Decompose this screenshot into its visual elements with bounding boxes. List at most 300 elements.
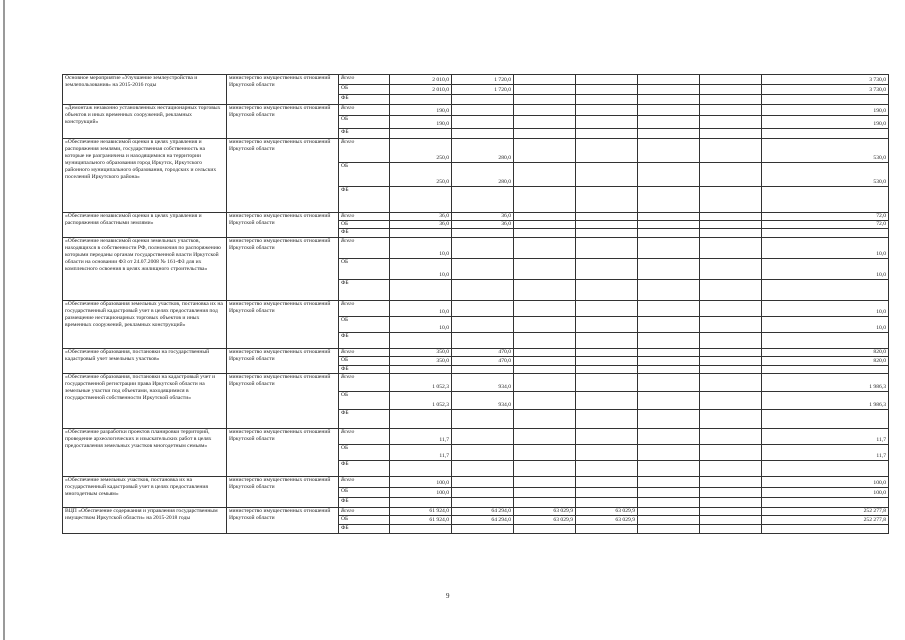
- year-value-cell: [390, 366, 452, 374]
- year-value-cell: [452, 187, 514, 213]
- total-cell: 3 730,0: [762, 85, 889, 95]
- year-value-cell: [638, 129, 700, 139]
- year-value-cell: [700, 229, 762, 238]
- year-value-cell: [700, 349, 762, 357]
- year-value-cell: [700, 477, 762, 488]
- table-body: [63, 75, 889, 534]
- year-value-cell: [452, 116, 514, 129]
- year-value-cell: [452, 461, 514, 477]
- year-value-cell: [638, 461, 700, 477]
- total-cell: [762, 461, 889, 477]
- year-value-cell: 250,0: [390, 163, 452, 187]
- total-cell: 1 986,3: [762, 392, 889, 410]
- year-value-cell: [700, 488, 762, 498]
- total-cell: [762, 95, 889, 105]
- activity-name-cell: «Обеспечение земельных участков, постановка их на государственный кадастровый учет в целях предоставления многодетным семьям»: [63, 477, 227, 508]
- year-value-cell: 63 029,9: [514, 508, 576, 516]
- year-value-cell: [700, 498, 762, 508]
- year-value-cell: [576, 221, 638, 229]
- year-value-cell: [390, 187, 452, 213]
- year-value-cell: [700, 85, 762, 95]
- year-value-cell: [638, 477, 700, 488]
- year-value-cell: [390, 95, 452, 105]
- year-value-cell: [576, 445, 638, 461]
- total-cell: 10,0: [762, 259, 889, 280]
- year-value-cell: 11,7: [390, 445, 452, 461]
- year-value-cell: [514, 349, 576, 357]
- year-value-cell: 64 294,0: [452, 516, 514, 525]
- year-value-cell: [638, 374, 700, 392]
- funding-source-cell: ОБ: [339, 163, 390, 187]
- table-row: [63, 374, 889, 392]
- year-value-cell: [514, 163, 576, 187]
- year-value-cell: [576, 349, 638, 357]
- year-value-cell: [700, 163, 762, 187]
- year-value-cell: [514, 280, 576, 301]
- year-value-cell: [638, 238, 700, 259]
- table-row: [63, 301, 889, 317]
- funding-source-cell: ФБ: [339, 129, 390, 139]
- year-value-cell: 63 029,9: [576, 516, 638, 525]
- year-value-cell: [638, 357, 700, 366]
- year-value-cell: 190,0: [390, 105, 452, 116]
- total-cell: 11,7: [762, 429, 889, 445]
- year-value-cell: [638, 516, 700, 525]
- table-row: [63, 477, 889, 488]
- year-value-cell: [700, 139, 762, 163]
- activity-name-cell: Основное мероприятие «Улучшение землеустройства и землепользования» на 2015-2016 годы: [63, 75, 227, 105]
- year-value-cell: [452, 525, 514, 534]
- year-value-cell: 350,0: [390, 349, 452, 357]
- year-value-cell: [514, 301, 576, 317]
- year-value-cell: [514, 116, 576, 129]
- year-value-cell: [514, 392, 576, 410]
- year-value-cell: 63 029,9: [514, 516, 576, 525]
- year-value-cell: 10,0: [390, 301, 452, 317]
- executor-cell: министерство имущественных отношений Иркутской области: [227, 213, 339, 238]
- year-value-cell: [514, 259, 576, 280]
- total-cell: 1 986,3: [762, 374, 889, 392]
- year-value-cell: 64 294,0: [452, 508, 514, 516]
- total-cell: 530,0: [762, 163, 889, 187]
- year-value-cell: [638, 429, 700, 445]
- table-row: [63, 139, 889, 163]
- year-value-cell: [700, 516, 762, 525]
- year-value-cell: [638, 259, 700, 280]
- total-cell: 3 730,0: [762, 75, 889, 85]
- year-value-cell: [514, 366, 576, 374]
- year-value-cell: 1 720,0: [452, 75, 514, 85]
- year-value-cell: [700, 75, 762, 85]
- year-value-cell: [390, 129, 452, 139]
- year-value-cell: [514, 213, 576, 221]
- year-value-cell: 10,0: [390, 259, 452, 280]
- year-value-cell: [700, 392, 762, 410]
- table-row: [63, 429, 889, 445]
- year-value-cell: [514, 187, 576, 213]
- activity-name-cell: «Обеспечение образования, постановки на кадастровый учет и государственной регистрации права Иркутской области на земельные участки под объектами, находящимися в государственной собственности Иркутской области»: [63, 374, 227, 429]
- funding-source-cell: ОБ: [339, 516, 390, 525]
- year-value-cell: [576, 163, 638, 187]
- year-value-cell: 10,0: [390, 317, 452, 333]
- total-cell: 10,0: [762, 301, 889, 317]
- budget-table: [62, 74, 889, 534]
- year-value-cell: [452, 129, 514, 139]
- year-value-cell: [452, 280, 514, 301]
- funding-source-cell: Всего: [339, 374, 390, 392]
- funding-source-cell: ОБ: [339, 392, 390, 410]
- total-cell: 252 277,8: [762, 516, 889, 525]
- year-value-cell: [638, 445, 700, 461]
- year-value-cell: 470,0: [452, 349, 514, 357]
- total-cell: 10,0: [762, 317, 889, 333]
- year-value-cell: [514, 129, 576, 139]
- executor-cell: министерство имущественных отношений Иркутской области: [227, 349, 339, 374]
- year-value-cell: [452, 366, 514, 374]
- year-value-cell: [390, 229, 452, 238]
- year-value-cell: [514, 445, 576, 461]
- year-value-cell: 280,0: [452, 139, 514, 163]
- year-value-cell: [452, 429, 514, 445]
- funding-source-cell: ОБ: [339, 357, 390, 366]
- year-value-cell: 11,7: [390, 429, 452, 445]
- year-value-cell: [700, 116, 762, 129]
- activity-name-cell: «Обеспечение независимой оценки земельных участков, находящихся в собственности РФ, полномочия по распоряжению которыми переданы органам государственной власти Иркутской области на основании ФЗ от 24.07.2008 № 161-ФЗ для их комплексного освоения в целях жилищного строительства»: [63, 238, 227, 301]
- funding-source-cell: ФБ: [339, 229, 390, 238]
- year-value-cell: [390, 280, 452, 301]
- year-value-cell: [452, 477, 514, 488]
- year-value-cell: [514, 317, 576, 333]
- year-value-cell: [700, 508, 762, 516]
- total-cell: [762, 410, 889, 429]
- year-value-cell: [452, 445, 514, 461]
- year-value-cell: [700, 410, 762, 429]
- year-value-cell: 280,0: [452, 163, 514, 187]
- funding-source-cell: ОБ: [339, 221, 390, 229]
- executor-cell: министерство имущественных отношений Иркутской области: [227, 139, 339, 213]
- year-value-cell: [638, 85, 700, 95]
- year-value-cell: [700, 238, 762, 259]
- executor-cell: министерство имущественных отношений Иркутской области: [227, 301, 339, 349]
- activity-name-cell: «Обеспечение образования, постановки на государственный кадастровый учет земельных участков»: [63, 349, 227, 374]
- year-value-cell: [576, 488, 638, 498]
- funding-source-cell: ОБ: [339, 445, 390, 461]
- year-value-cell: [452, 95, 514, 105]
- year-value-cell: [514, 477, 576, 488]
- year-value-cell: [576, 498, 638, 508]
- year-value-cell: [638, 525, 700, 534]
- executor-cell: министерство имущественных отношений Иркутской области: [227, 374, 339, 429]
- total-cell: 10,0: [762, 238, 889, 259]
- year-value-cell: [514, 75, 576, 85]
- year-value-cell: [700, 221, 762, 229]
- year-value-cell: [576, 374, 638, 392]
- year-value-cell: [514, 374, 576, 392]
- year-value-cell: [576, 105, 638, 116]
- year-value-cell: 190,0: [390, 116, 452, 129]
- year-value-cell: 1 052,3: [390, 374, 452, 392]
- year-value-cell: [700, 301, 762, 317]
- year-value-cell: [638, 349, 700, 357]
- year-value-cell: [576, 129, 638, 139]
- year-value-cell: [576, 477, 638, 488]
- year-value-cell: [390, 498, 452, 508]
- year-value-cell: 350,0: [390, 357, 452, 366]
- funding-source-cell: ФБ: [339, 95, 390, 105]
- year-value-cell: [576, 357, 638, 366]
- year-value-cell: 61 924,0: [390, 508, 452, 516]
- year-value-cell: [576, 139, 638, 163]
- year-value-cell: [700, 357, 762, 366]
- year-value-cell: [576, 301, 638, 317]
- year-value-cell: [700, 461, 762, 477]
- year-value-cell: [638, 221, 700, 229]
- year-value-cell: [514, 357, 576, 366]
- year-value-cell: [638, 301, 700, 317]
- year-value-cell: [576, 229, 638, 238]
- year-value-cell: [700, 429, 762, 445]
- executor-cell: министерство имущественных отношений Иркутской области: [227, 508, 339, 534]
- year-value-cell: 1 052,3: [390, 392, 452, 410]
- funding-source-cell: ФБ: [339, 366, 390, 374]
- funding-source-cell: ФБ: [339, 280, 390, 301]
- funding-source-cell: ФБ: [339, 461, 390, 477]
- total-cell: [762, 129, 889, 139]
- year-value-cell: [638, 410, 700, 429]
- funding-source-cell: ФБ: [339, 525, 390, 534]
- year-value-cell: 63 029,9: [576, 508, 638, 516]
- year-value-cell: 36,0: [390, 221, 452, 229]
- funding-source-cell: ФБ: [339, 410, 390, 429]
- funding-source-cell: ОБ: [339, 488, 390, 498]
- year-value-cell: [452, 105, 514, 116]
- year-value-cell: [700, 333, 762, 349]
- table-row: [63, 349, 889, 357]
- year-value-cell: [638, 213, 700, 221]
- funding-source-cell: Всего: [339, 213, 390, 221]
- year-value-cell: [452, 410, 514, 429]
- total-cell: 72,0: [762, 221, 889, 229]
- total-cell: [762, 280, 889, 301]
- year-value-cell: [390, 333, 452, 349]
- total-cell: 530,0: [762, 139, 889, 163]
- funding-source-cell: Всего: [339, 139, 390, 163]
- year-value-cell: 36,0: [452, 213, 514, 221]
- year-value-cell: [514, 525, 576, 534]
- activity-name-cell: «Обеспечение независимой оценки в целях управления и распоряжения землями, государственная собственность на которые не разграничена и находящимися на территории муниципального образования город Иркутск, Иркутского районного муниципального образования, городских и сельских поселений Иркутского района»: [63, 139, 227, 213]
- year-value-cell: [638, 116, 700, 129]
- funding-source-cell: ОБ: [339, 85, 390, 95]
- year-value-cell: 1 720,0: [452, 85, 514, 95]
- year-value-cell: [638, 488, 700, 498]
- table-row: [63, 508, 889, 516]
- year-value-cell: 100,0: [390, 488, 452, 498]
- executor-cell: министерство имущественных отношений Иркутской области: [227, 429, 339, 477]
- year-value-cell: 36,0: [390, 213, 452, 221]
- year-value-cell: [576, 238, 638, 259]
- total-cell: 190,0: [762, 116, 889, 129]
- year-value-cell: [638, 366, 700, 374]
- table-row: [63, 238, 889, 259]
- year-value-cell: [514, 105, 576, 116]
- year-value-cell: [576, 392, 638, 410]
- total-cell: 72,0: [762, 213, 889, 221]
- year-value-cell: [576, 317, 638, 333]
- year-value-cell: [576, 280, 638, 301]
- year-value-cell: 61 924,0: [390, 516, 452, 525]
- year-value-cell: [452, 317, 514, 333]
- total-cell: 100,0: [762, 477, 889, 488]
- year-value-cell: [576, 461, 638, 477]
- year-value-cell: 934,0: [452, 374, 514, 392]
- funding-source-cell: Всего: [339, 477, 390, 488]
- activity-name-cell: «Обеспечение образования земельных участков, постановка их на государственный кадастровый учет в целях предоставления под размещение нестационарных торговых объектов и иных временных сооружений, рекламных конструкций»: [63, 301, 227, 349]
- total-cell: [762, 333, 889, 349]
- funding-source-cell: ФБ: [339, 498, 390, 508]
- year-value-cell: [576, 75, 638, 85]
- year-value-cell: [514, 461, 576, 477]
- year-value-cell: [514, 85, 576, 95]
- funding-source-cell: Всего: [339, 75, 390, 85]
- year-value-cell: 100,0: [390, 477, 452, 488]
- scan-edge: [3, 0, 5, 640]
- year-value-cell: [638, 280, 700, 301]
- total-cell: 820,0: [762, 357, 889, 366]
- year-value-cell: [700, 129, 762, 139]
- year-value-cell: [638, 163, 700, 187]
- year-value-cell: [700, 213, 762, 221]
- table-row: [63, 213, 889, 221]
- funding-source-cell: ОБ: [339, 317, 390, 333]
- funding-source-cell: ФБ: [339, 333, 390, 349]
- activity-name-cell: ВЦП «Обеспечение содержания и управления государственным имуществом Иркутской области» на 2015-2018 годы: [63, 508, 227, 534]
- year-value-cell: 10,0: [390, 238, 452, 259]
- year-value-cell: [638, 333, 700, 349]
- funding-source-cell: ОБ: [339, 259, 390, 280]
- total-cell: 252 277,8: [762, 508, 889, 516]
- year-value-cell: [514, 238, 576, 259]
- year-value-cell: [514, 333, 576, 349]
- year-value-cell: [638, 139, 700, 163]
- year-value-cell: [576, 95, 638, 105]
- year-value-cell: [452, 301, 514, 317]
- year-value-cell: [390, 525, 452, 534]
- year-value-cell: [638, 75, 700, 85]
- funding-source-cell: Всего: [339, 349, 390, 357]
- year-value-cell: [700, 105, 762, 116]
- year-value-cell: [638, 105, 700, 116]
- year-value-cell: [576, 116, 638, 129]
- year-value-cell: [390, 461, 452, 477]
- total-cell: 190,0: [762, 105, 889, 116]
- year-value-cell: [700, 95, 762, 105]
- table-row: [63, 105, 889, 116]
- year-value-cell: [514, 429, 576, 445]
- year-value-cell: [514, 410, 576, 429]
- executor-cell: министерство имущественных отношений Иркутской области: [227, 105, 339, 139]
- year-value-cell: [576, 525, 638, 534]
- year-value-cell: 2 010,0: [390, 85, 452, 95]
- funding-source-cell: Всего: [339, 429, 390, 445]
- total-cell: [762, 229, 889, 238]
- table-row: [63, 75, 889, 85]
- year-value-cell: [576, 85, 638, 95]
- year-value-cell: [638, 229, 700, 238]
- year-value-cell: 2 010,0: [390, 75, 452, 85]
- funding-source-cell: Всего: [339, 508, 390, 516]
- activity-name-cell: «Демонтаж незаконно установленных нестационарных торговых объектов и иных временных сооружений, рекламных конструкций»: [63, 105, 227, 139]
- year-value-cell: [452, 488, 514, 498]
- total-cell: 100,0: [762, 488, 889, 498]
- total-cell: [762, 187, 889, 213]
- year-value-cell: [638, 508, 700, 516]
- year-value-cell: [700, 317, 762, 333]
- total-cell: [762, 366, 889, 374]
- year-value-cell: [576, 366, 638, 374]
- total-cell: [762, 498, 889, 508]
- year-value-cell: 934,0: [452, 392, 514, 410]
- year-value-cell: [638, 187, 700, 213]
- year-value-cell: [700, 445, 762, 461]
- year-value-cell: [514, 488, 576, 498]
- year-value-cell: [700, 366, 762, 374]
- year-value-cell: [514, 498, 576, 508]
- total-cell: 11,7: [762, 445, 889, 461]
- executor-cell: министерство имущественных отношений Иркутской области: [227, 75, 339, 105]
- funding-source-cell: ОБ: [339, 116, 390, 129]
- funding-source-cell: ФБ: [339, 187, 390, 213]
- funding-source-cell: Всего: [339, 238, 390, 259]
- year-value-cell: [514, 95, 576, 105]
- year-value-cell: [452, 238, 514, 259]
- year-value-cell: [576, 333, 638, 349]
- year-value-cell: [390, 410, 452, 429]
- year-value-cell: [452, 229, 514, 238]
- year-value-cell: [700, 280, 762, 301]
- year-value-cell: 250,0: [390, 139, 452, 163]
- activity-name-cell: «Обеспечение независимой оценки в целях управления и распоряжения областными землями»: [63, 213, 227, 238]
- activity-name-cell: «Обеспечение разработки проектов планировки территорий, проведение археологических и изыскательских работ в целях предоставления земельных участков многодетным семьям»: [63, 429, 227, 477]
- year-value-cell: [514, 229, 576, 238]
- year-value-cell: [700, 374, 762, 392]
- funding-source-cell: Всего: [339, 105, 390, 116]
- year-value-cell: [576, 187, 638, 213]
- funding-source-cell: Всего: [339, 301, 390, 317]
- year-value-cell: [452, 498, 514, 508]
- year-value-cell: [700, 259, 762, 280]
- year-value-cell: [638, 392, 700, 410]
- year-value-cell: [576, 429, 638, 445]
- year-value-cell: [452, 259, 514, 280]
- year-value-cell: [576, 410, 638, 429]
- page-number: 9: [446, 592, 450, 600]
- year-value-cell: [638, 95, 700, 105]
- year-value-cell: [514, 221, 576, 229]
- year-value-cell: 36,0: [452, 221, 514, 229]
- year-value-cell: [700, 187, 762, 213]
- year-value-cell: [700, 525, 762, 534]
- total-cell: 820,0: [762, 349, 889, 357]
- total-cell: [762, 525, 889, 534]
- year-value-cell: [638, 317, 700, 333]
- year-value-cell: [638, 498, 700, 508]
- executor-cell: министерство имущественных отношений Иркутской области: [227, 238, 339, 301]
- year-value-cell: 470,0: [452, 357, 514, 366]
- year-value-cell: [576, 213, 638, 221]
- year-value-cell: [452, 333, 514, 349]
- year-value-cell: [576, 259, 638, 280]
- year-value-cell: [514, 139, 576, 163]
